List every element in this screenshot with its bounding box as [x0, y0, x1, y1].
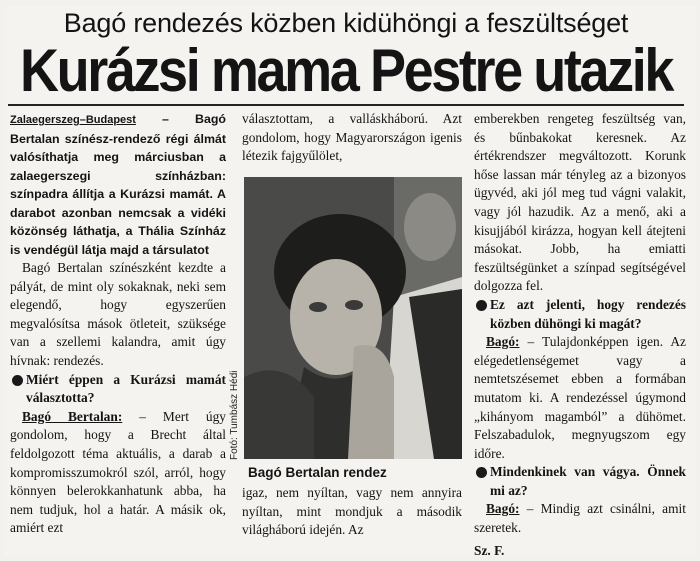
column-2-bottom — [242, 484, 462, 540]
body-paragraph-1: Bagó Bertalan színészként kezdte a pályát, de mint oly sokaknak, neki sem elegendő, hogy egyszerűen megvalósítsa mások ötleteit, szüksége van a szellemi kalandra, amit úgy hívnak: rendezés. — [10, 260, 226, 368]
answer-1-text: – Mert úgy gondolom, hogy a Brecht által feldolgozott téma aktuális, a darab a kompromisszumokról szól, arról, hogy könnyen belerokkanhatunk abba, ha nem tudjuk, hol a határ. A másik ok, amiért ezt — [10, 408, 226, 536]
bullet-icon — [476, 300, 487, 311]
headline-rule — [8, 104, 684, 106]
speaker-label: Bagó Bertalan: — [22, 408, 123, 424]
photo-caption: Bagó Bertalan rendez — [248, 465, 387, 480]
photo-credit: Fotó: Tumbász Hédi — [229, 370, 240, 460]
speaker-label: Bagó: — [486, 501, 520, 517]
column-2-top-text: választottam, a valláskháború. Azt gondolom, hogy Magyarországon igenis létezik fajgyűlölet, — [242, 111, 462, 164]
answer-1 — [10, 408, 226, 538]
column-3 — [474, 110, 686, 560]
lead-paragraph — [10, 110, 226, 259]
column-2-bottom-text: igaz, nem nyíltan, vagy nem annyira nyíltan, mint mondjuk a második világháború idején. Az — [242, 485, 462, 538]
answer-2-text: – Tulajdonképpen igen. Az elégedetlenségemet vagy a nemtetszésemet ebben a formában mutatom ki. A rendezéssel úgymond „kihányom magamból” a dühömet. Felszabadulok, megnyugszom egy időre. — [474, 334, 686, 461]
portrait-photo — [244, 177, 462, 459]
speaker-label: Bagó: — [486, 334, 520, 350]
question-1-text: Miért éppen a Kurázsi mamát választotta? — [26, 371, 226, 406]
question-2 — [474, 296, 686, 333]
main-headline: Kurázsi mama Pestre utazik — [20, 37, 672, 105]
kicker-headline: Bagó rendezés közben kidühöngi a feszültséget — [63, 8, 629, 38]
photo-image — [244, 177, 462, 459]
column-3-text: emberekben rengeteg feszültség van, és bűnbakokat keresnek. Az értékrendszer megváltozott. Korunk hőse lassan már tényleg az a bizonyos ügyvéd, aki jól meg tud vágni valakit, vagy jól hazudik. Az a menő, aki a kisujjából kirázza, hogyan kell átejteni másokat. Jobb, ha emiatti feszültségünket a színpad segítségével dolgozza fel. — [474, 111, 686, 294]
answer-2 — [474, 333, 686, 463]
dateline: Zalaegerszeg–Budapest — [10, 114, 136, 126]
column-1 — [10, 110, 226, 538]
question-3-text: Mindenkinek van vágya. Önnek mi az? — [490, 464, 686, 498]
answer-3-text: – Mindig azt csinálni, amit szeretek. — [474, 501, 686, 536]
question-2-text: Ez azt jelenti, hogy rendezés közben dühöngi ki magát? — [490, 296, 686, 331]
author-signature: Sz. F. — [474, 542, 505, 558]
bullet-icon — [476, 467, 487, 478]
bullet-icon — [12, 375, 23, 386]
question-1 — [10, 371, 226, 408]
answer-3 — [474, 500, 686, 537]
question-3 — [474, 463, 686, 500]
column-2-top — [242, 110, 462, 166]
lead-text: – Bagó Bertalan színész-rendező régi álmát valósíthatja meg márciusban a zalaegerszegi színházban: színpadra állítja a Kurázsi mamát. A darabot azonban nemcsak a vidéki közönség láthatja, a Thália Színház is vendégül látja majd a társulatot — [10, 112, 226, 257]
